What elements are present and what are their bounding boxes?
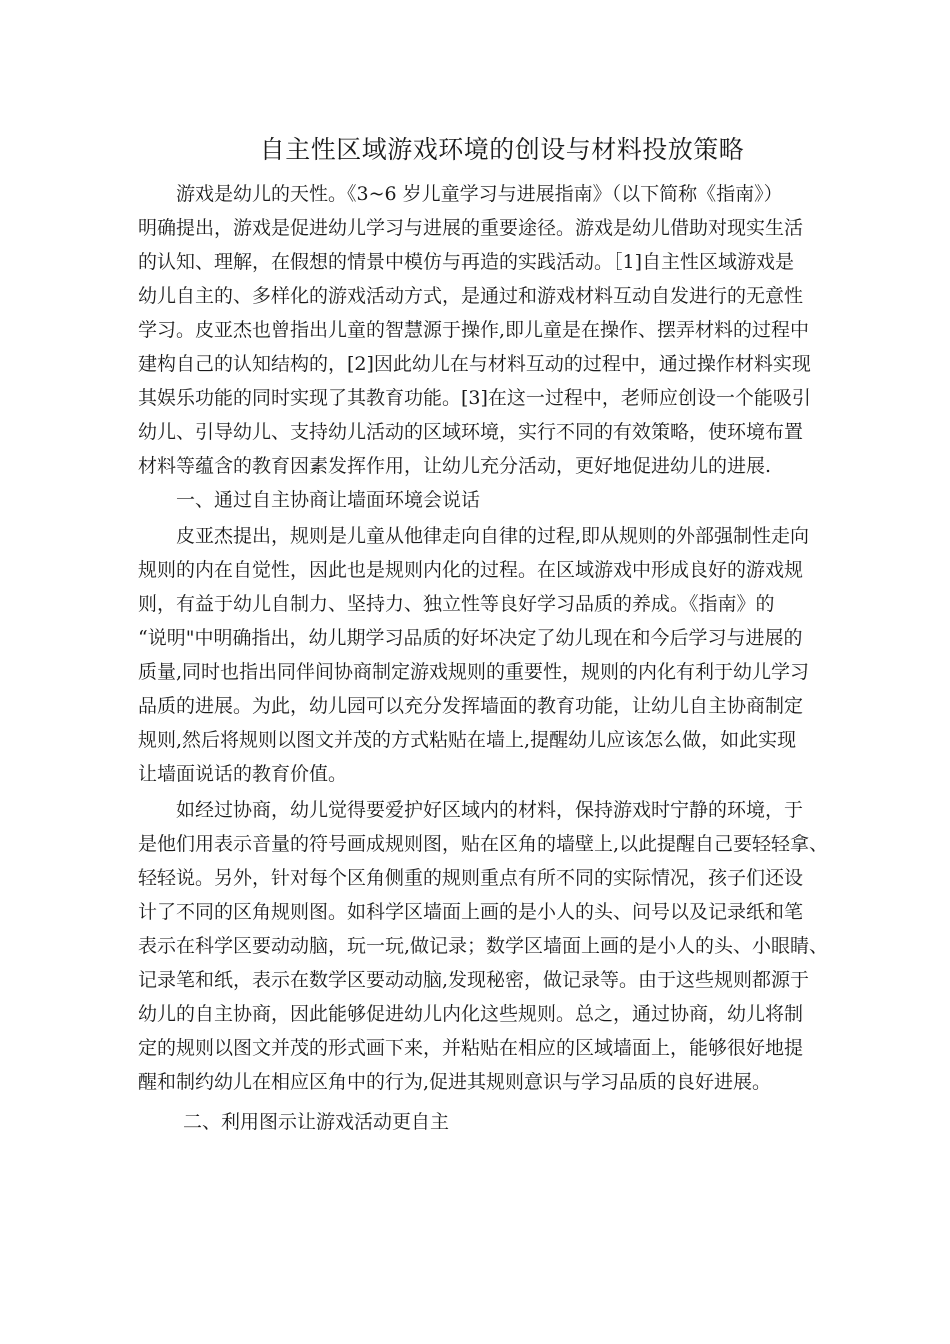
paragraph-2-line-2: 规则的内在自觉性，因此也是规则内化的过程。在区域游戏中形成良好的游戏规	[138, 559, 804, 581]
paragraph-3-line-6: 记录笔和纸，表示在数学区要动动脑,发现秘密，做记录等。由于这些规则都源于	[138, 969, 810, 991]
paragraph-1-line-9: 材料等蕴含的教育因素发挥作用，让幼儿充分活动，更好地促进幼儿的进展.	[138, 455, 772, 477]
section-heading-1: 一、通过自主协商让墙面环境会说话	[176, 489, 481, 511]
paragraph-3-line-5: 表示在科学区要动动脑，玩一玩,做记录；数学区墙面上画的是小人的头、小眼睛、	[138, 935, 829, 957]
paragraph-1-line-4: 幼儿自主的、多样化的游戏活动方式，是通过和游戏材料互动自发进行的无意性	[138, 285, 804, 307]
paragraph-1-line-3: 的认知、理解，在假想的情景中模仿与再造的实践活动。［1]自主性区域游戏是	[138, 251, 795, 273]
paragraph-1-line-1: 游戏是幼儿的天性。《3~6 岁儿童学习与进展指南》（以下简称《指南》）	[176, 183, 783, 205]
document-title: 自主性区域游戏环境的创设与材料投放策略	[259, 135, 745, 164]
paragraph-2-line-5: 质量,同时也指出同伴间协商制定游戏规则的重要性，规则的内化有利于幼儿学习	[138, 661, 810, 683]
paragraph-1-line-2: 明确提出，游戏是促进幼儿学习与进展的重要途径。游戏是幼儿借助对现实生活	[138, 217, 804, 239]
paragraph-1-line-7: 其娱乐功能的同时实现了其教育功能。[3]在这一过程中，老师应创设一个能吸引	[138, 387, 811, 409]
paragraph-1-line-8: 幼儿、引导幼儿、支持幼儿活动的区域环境，实行不同的有效策略，使环境布置	[138, 421, 804, 443]
paragraph-2-line-6: 品质的进展。为此，幼儿园可以充分发挥墙面的教育功能，让幼儿自主协商制定	[138, 695, 804, 717]
paragraph-1-line-5: 学习。皮亚杰也曾指出儿童的智慧源于操作,即儿童是在操作、摆弄材料的过程中	[138, 319, 810, 341]
paragraph-3-line-8: 定的规则以图文并茂的形式画下来，并粘贴在相应的区域墙面上，能够很好地提	[138, 1037, 804, 1059]
paragraph-2-line-3: 则，有益于幼儿自制力、坚持力、独立性等良好学习品质的养成。《指南》的	[138, 593, 775, 615]
section-heading-2: 二、利用图示让游戏活动更自主	[183, 1111, 450, 1133]
paragraph-2-line-7: 规则,然后将规则以图文并茂的方式粘贴在墙上,提醒幼儿应该怎么做，如此实现	[138, 729, 797, 751]
paragraph-3-line-4: 计了不同的区角规则图。如科学区墙面上画的是小人的头、问号以及记录纸和笔	[138, 901, 804, 923]
paragraph-1-line-6: 建构自己的认知结构的，[2]因此幼儿在与材料互动的过程中，通过操作材料实现	[138, 353, 811, 375]
paragraph-2-line-1: 皮亚杰提出，规则是儿童从他律走向自律的过程,即从规则的外部强制性走向	[176, 525, 810, 547]
paragraph-3-line-7: 幼儿的自主协商，因此能够促进幼儿内化这些规则。总之，通过协商，幼儿将制	[138, 1003, 804, 1025]
paragraph-3-line-2: 是他们用表示音量的符号画成规则图，贴在区角的墙壁上,以此提醒自己要轻轻拿、	[138, 833, 829, 855]
paragraph-3-line-1: 如经过协商，幼儿觉得要爱护好区域内的材料，保持游戏时宁静的环境，于	[176, 799, 804, 821]
paragraph-2-line-4: “说明"中明确指出，幼儿期学习品质的好坏决定了幼儿现在和今后学习与进展的	[138, 627, 803, 649]
paragraph-2-line-8: 让墙面说话的教育价值。	[138, 763, 348, 785]
paragraph-3-line-9: 醒和制约幼儿在相应区角中的行为,促进其规则意识与学习品质的良好进展。	[138, 1071, 772, 1093]
paragraph-3-line-3: 轻轻说。另外，针对每个区角侧重的规则重点有所不同的实际情况，孩子们还设	[138, 867, 804, 889]
